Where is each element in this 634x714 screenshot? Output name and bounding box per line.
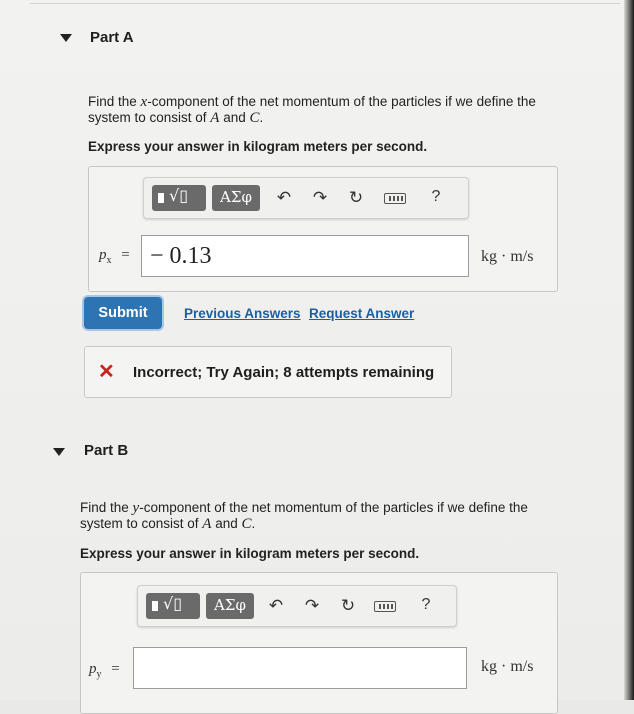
part-b-answer-label: [89, 661, 120, 680]
reset-icon[interactable]: ↻: [348, 188, 364, 207]
part-a-units: kg · m/s: [481, 248, 534, 265]
request-answer-link[interactable]: Request Answer: [309, 306, 415, 321]
part-b-title[interactable]: Part B: [84, 442, 129, 459]
question-variable: x: [140, 94, 148, 110]
particle-label: C: [241, 516, 252, 532]
momentum-subscript: y: [96, 669, 102, 680]
keyboard-icon[interactable]: [374, 601, 396, 612]
feedback-box: [84, 346, 452, 398]
symbols-button[interactable]: ΑΣφ: [206, 593, 254, 619]
question-text: -component of the net momentum of the particles if we define the system to consist of: [80, 500, 528, 531]
top-divider: [30, 3, 620, 4]
radical-icon: √▯: [163, 594, 182, 613]
help-button[interactable]: ?: [421, 596, 431, 613]
question-text: .: [259, 110, 264, 125]
incorrect-x-icon: ✕: [98, 361, 115, 383]
keyboard-icon[interactable]: [384, 193, 406, 204]
part-b-answer-input[interactable]: [133, 647, 467, 689]
question-text: -component of the net momentum of the particles if we define the system to consist of: [88, 94, 536, 125]
momentum-symbol: p: [99, 247, 107, 263]
help-button[interactable]: ?: [431, 188, 441, 205]
submit-button[interactable]: Submit: [84, 297, 162, 329]
part-b-math-toolbar: [137, 585, 457, 627]
question-text: Find the: [80, 500, 133, 515]
part-b-question: [80, 500, 560, 532]
reset-icon[interactable]: ↻: [340, 596, 356, 615]
question-variable: y: [132, 500, 140, 516]
radical-icon: √▯: [169, 186, 188, 205]
redo-icon[interactable]: ↷: [304, 596, 320, 615]
feedback-message: Incorrect; Try Again; 8 attempts remaining: [133, 364, 435, 381]
undo-icon[interactable]: ↶: [268, 596, 284, 615]
question-text: Find the: [88, 94, 141, 109]
part-b-collapse-chevron-icon[interactable]: [53, 448, 65, 456]
momentum-subscript: x: [106, 255, 112, 266]
part-a-math-toolbar: [143, 177, 469, 219]
part-a-question: [88, 94, 568, 126]
previous-answers-link[interactable]: Previous Answers: [184, 306, 301, 321]
part-b-answer-panel: [80, 572, 558, 714]
templates-button[interactable]: [152, 185, 206, 211]
particle-label: C: [249, 110, 260, 126]
template-block-icon: [152, 601, 158, 611]
part-a-title[interactable]: Part A: [90, 29, 134, 46]
part-a-answer-label: [99, 247, 130, 266]
redo-icon[interactable]: ↷: [312, 188, 328, 207]
undo-icon[interactable]: ↶: [276, 188, 292, 207]
part-a-instruction: Express your answer in kilogram meters per second.: [88, 139, 428, 154]
question-text: and: [219, 110, 250, 125]
equals-sign: =: [121, 247, 130, 263]
particle-label: A: [202, 516, 212, 532]
question-text: and: [211, 516, 242, 531]
momentum-symbol: p: [89, 661, 97, 677]
equals-sign: =: [111, 661, 120, 677]
part-a-answer-panel: [88, 166, 558, 292]
question-text: .: [251, 516, 256, 531]
templates-button[interactable]: [146, 593, 200, 619]
symbols-button[interactable]: ΑΣφ: [212, 185, 260, 211]
part-a-collapse-chevron-icon[interactable]: [60, 34, 72, 42]
part-a-answer-input[interactable]: − 0.13: [141, 235, 469, 277]
particle-label: A: [210, 110, 220, 126]
template-block-icon: [158, 193, 164, 203]
part-b-units: kg · m/s: [481, 658, 534, 675]
part-b-instruction: Express your answer in kilogram meters per second.: [80, 546, 420, 561]
screen-bezel: [624, 0, 634, 700]
